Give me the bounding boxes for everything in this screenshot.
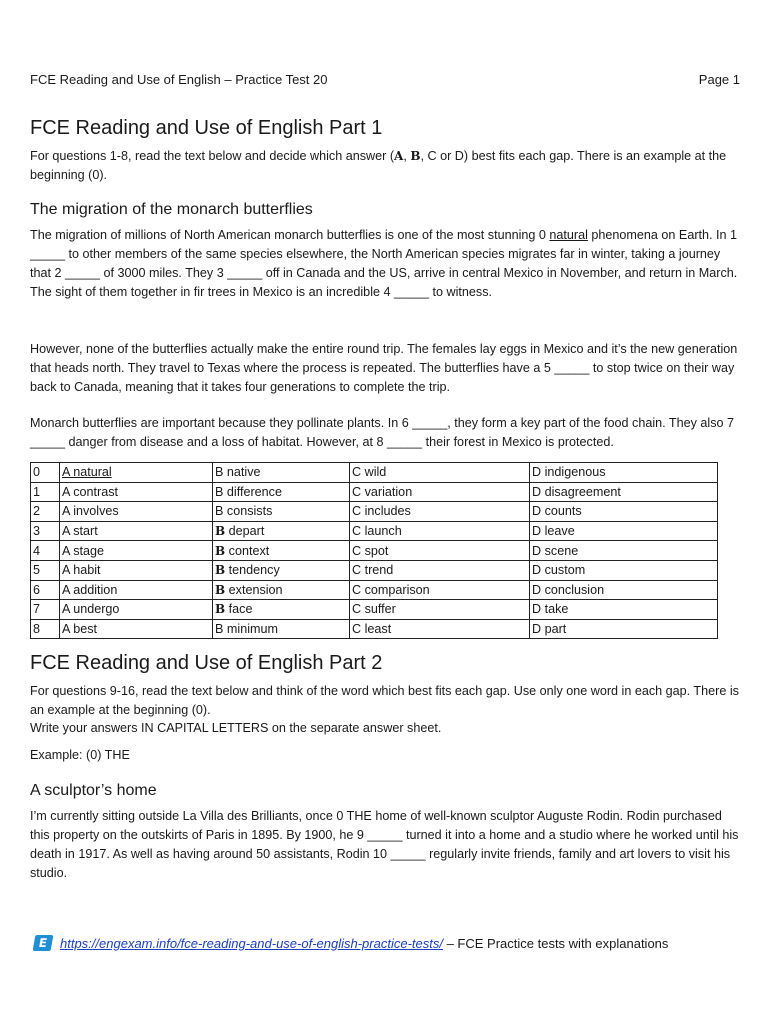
option-d: D counts: [530, 502, 718, 522]
option-b-word: consists: [223, 504, 273, 519]
option-b-letter: B: [215, 563, 226, 578]
option-d: D leave: [530, 521, 718, 541]
option-a: A habit: [60, 560, 213, 580]
option-b-letter: B: [215, 543, 226, 558]
option-b-letter: B: [215, 524, 226, 539]
option-b-word: minimum: [223, 622, 278, 637]
option-b-letter: B: [215, 582, 226, 597]
option-c: C includes: [350, 502, 530, 522]
options-row-6: [31, 580, 718, 600]
option-b: [213, 502, 350, 522]
option-d: D part: [530, 619, 718, 639]
option-d: D conclusion: [530, 580, 718, 600]
option-a: A involves: [60, 502, 213, 522]
part1-heading: FCE Reading and Use of English Part 1: [30, 117, 383, 139]
option-b: [213, 541, 350, 561]
option-d: D disagreement: [530, 482, 718, 502]
option-b-word: native: [223, 465, 261, 480]
option-b: [213, 560, 350, 580]
part1-paragraph-2: However, none of the butterflies actually make the entire round trip. The females lay eggs in Mexico and it’s the new generation that heads north. They travel to Texas where the process is repeated. The butterflies have a 5 _____ to stop twice on their way back to Canada, meaning that it takes four generations to complete the trip.: [30, 342, 738, 394]
footer-tagline: – FCE Practice tests with explanations: [442, 935, 669, 951]
option-d: D scene: [530, 541, 718, 561]
options-row-8: [31, 619, 718, 639]
page-number: Page 1: [698, 72, 740, 87]
header-title: FCE Reading and Use of English – Practice Test 20: [30, 72, 328, 87]
option-b-word: face: [225, 602, 253, 617]
example-answer: natural: [549, 228, 588, 242]
question-number: 5: [31, 560, 60, 580]
option-b-letter: B: [215, 602, 226, 617]
instructions-separator: ,: [403, 149, 411, 163]
option-c: C spot: [350, 541, 530, 561]
option-letter-a: A: [394, 149, 404, 163]
option-b: [213, 600, 350, 620]
question-number: 8: [31, 619, 60, 639]
engexam-link[interactable]: https://engexam.info/fce-reading-and-use-of-english-practice-tests/: [60, 935, 443, 951]
instructions-text-end: , C or D) best fits each gap. There is an example at the beginning (0).: [30, 149, 727, 182]
instructions-text: For questions 1-8, read the text below and decide which answer (: [30, 149, 395, 163]
options-row-5: [31, 560, 718, 580]
option-a: A start: [60, 521, 213, 541]
option-b-word: extension: [225, 582, 283, 597]
question-number: 4: [31, 541, 60, 561]
option-b: [213, 521, 350, 541]
option-b-letter: B: [215, 465, 224, 480]
question-number: 7: [31, 600, 60, 620]
options-row-0: [31, 463, 718, 483]
option-c: C variation: [350, 482, 530, 502]
paragraph-text-end: phenomena on Earth. In 1 _____ to other members of the same species elsewhere, the North American species migrates far in winter, taking a journey that 2 _____ of 3000 miles. They 3 _____ off in Canada and the US, arrive in central Mexico in November, and return in March. The sight of them together in fir trees in Mexico is an incredible 4 _____ to witness.: [30, 228, 738, 299]
option-b-word: difference: [223, 484, 282, 499]
option-b-letter: B: [215, 484, 224, 499]
question-number: 2: [31, 502, 60, 522]
page-footer: [34, 935, 754, 951]
options-row-1: [31, 482, 718, 502]
option-a: A natural: [60, 463, 213, 483]
option-a: A best: [60, 619, 213, 639]
part2-instructions-capitals: Write your answers IN CAPITAL LETTERS on the separate answer sheet.: [30, 721, 442, 735]
option-c: C trend: [350, 560, 530, 580]
question-number: 0: [31, 463, 60, 483]
options-row-2: [31, 502, 718, 522]
option-d: D take: [530, 600, 718, 620]
part2-heading: FCE Reading and Use of English Part 2: [30, 652, 383, 674]
option-b-letter: B: [215, 504, 224, 519]
option-a: A contrast: [60, 482, 213, 502]
option-a: A addition: [60, 580, 213, 600]
part2-text-title: A sculptor’s home: [30, 782, 157, 799]
option-b-word: tendency: [225, 563, 280, 578]
option-letter-b: B: [410, 149, 421, 163]
options-row-3: [31, 521, 718, 541]
part1-paragraph-1: [30, 226, 740, 302]
option-d: D indigenous: [530, 463, 718, 483]
part2-example: Example: (0) THE: [30, 748, 130, 762]
option-c: C comparison: [350, 580, 530, 600]
option-a: A undergo: [60, 600, 213, 620]
option-c: C launch: [350, 521, 530, 541]
option-b: [213, 463, 350, 483]
question-number: 6: [31, 580, 60, 600]
option-b: [213, 482, 350, 502]
options-row-7: [31, 600, 718, 620]
option-b: [213, 619, 350, 639]
part2-paragraph-1: I’m currently sitting outside La Villa des Brilliants, once 0 THE home of well-known sculptor Auguste Rodin. Rodin purchased this property on the outskirts of Paris in 1895. By 1900, he 9 _____ turned it into a home and a studio where he worked until his death in 1917. As well as having around 50 assistants, Rodin 10 _____ regularly invite friends, family and art lovers to visit his studio.: [30, 809, 739, 880]
option-b-letter: B: [215, 622, 224, 637]
options-row-4: [31, 541, 718, 561]
options-table: [30, 462, 718, 639]
page-header: [30, 72, 740, 87]
engexam-logo-icon: E: [33, 935, 54, 951]
paragraph-text: The migration of millions of North American monarch butterflies is one of the most stunning 0: [30, 228, 550, 242]
option-b-word: context: [225, 543, 270, 558]
option-b-word: depart: [225, 524, 265, 539]
question-number: 3: [31, 521, 60, 541]
option-c: C suffer: [350, 600, 530, 620]
question-number: 1: [31, 482, 60, 502]
option-a: A stage: [60, 541, 213, 561]
option-c: C wild: [350, 463, 530, 483]
option-b: [213, 580, 350, 600]
part2-instructions: For questions 9-16, read the text below and think of the word which best fits each gap. Use only one word in each gap. There is an example at the beginning (0).: [30, 684, 739, 717]
part1-text-title: The migration of the monarch butterflies: [30, 201, 313, 218]
part1-instructions: [30, 147, 740, 185]
option-d: D custom: [530, 560, 718, 580]
part1-paragraph-3: Monarch butterflies are important because they pollinate plants. In 6 _____, they form a key part of the food chain. They also 7 _____ danger from disease and a loss of habitat. However, at 8 _____ their forest in Mexico is protected.: [30, 416, 735, 449]
option-c: C least: [350, 619, 530, 639]
